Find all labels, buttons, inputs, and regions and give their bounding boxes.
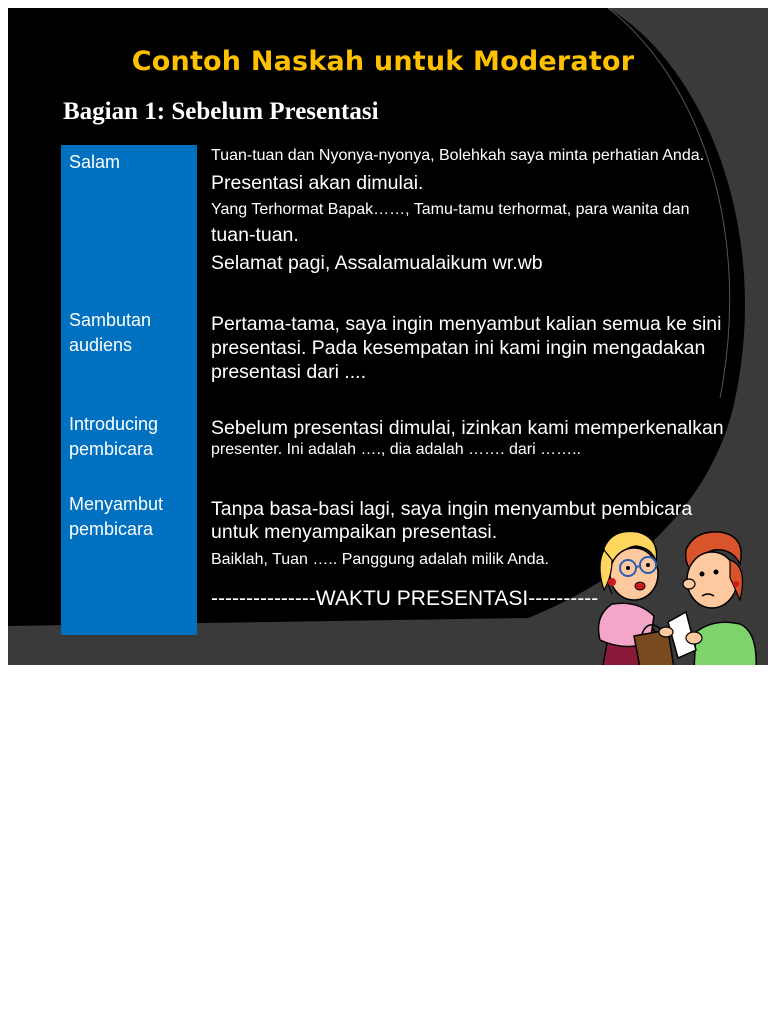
salam-line-1: Tuan-tuan dan Nyonya-nyonya, Bolehkah saya minta perhatian Anda. <box>211 147 705 164</box>
menyambut-line-2: untuk menyampaikan presentasi. <box>211 521 498 543</box>
menyambut-line-1: Tanpa basa-basi lagi, saya ingin menyambut pembicara <box>211 498 693 520</box>
introducing-line-1: Sebelum presentasi dimulai, izinkan kami memperkenalkan <box>211 417 724 439</box>
section-labels-column <box>61 145 197 635</box>
label-menyambut-pembicara: Menyambut pembicara <box>69 494 164 539</box>
introducing-line-2: presenter. Ini adalah …., dia adalah ……. dari …….. <box>211 441 581 458</box>
sambutan-line-3: presentasi dari .... <box>211 361 366 383</box>
closing-waktu-presentasi: ---------------WAKTU PRESENTASI---------- <box>211 587 599 610</box>
menyambut-line-3: Baiklah, Tuan ….. Panggung adalah milik Anda. <box>211 551 549 568</box>
label-salam: Salam <box>69 152 121 172</box>
slide-subtitle: Bagian 1: Sebelum Presentasi <box>63 98 379 125</box>
slide <box>8 8 768 665</box>
sambutan-line-2: presentasi. Pada kesempatan ini kami ingin mengadakan <box>211 337 706 359</box>
label-introducing-pembicara: Introducing pembicara <box>69 414 159 459</box>
two-women-talking-illustration <box>590 520 762 665</box>
slide-title: Contoh Naskah untuk Moderator <box>131 46 635 77</box>
label-sambutan-audiens: Sambutan audiens <box>69 310 152 355</box>
salam-line-2: Presentasi akan dimulai. <box>211 172 424 194</box>
salam-line-5: Selamat pagi, Assalamualaikum wr.wb <box>211 252 543 274</box>
sambutan-line-1: Pertama-tama, saya ingin menyambut kalian semua ke sini <box>211 313 722 335</box>
salam-line-3: Yang Terhormat Bapak……, Tamu-tamu terhormat, para wanita dan <box>211 201 690 218</box>
salam-line-4: tuan-tuan. <box>211 224 299 246</box>
